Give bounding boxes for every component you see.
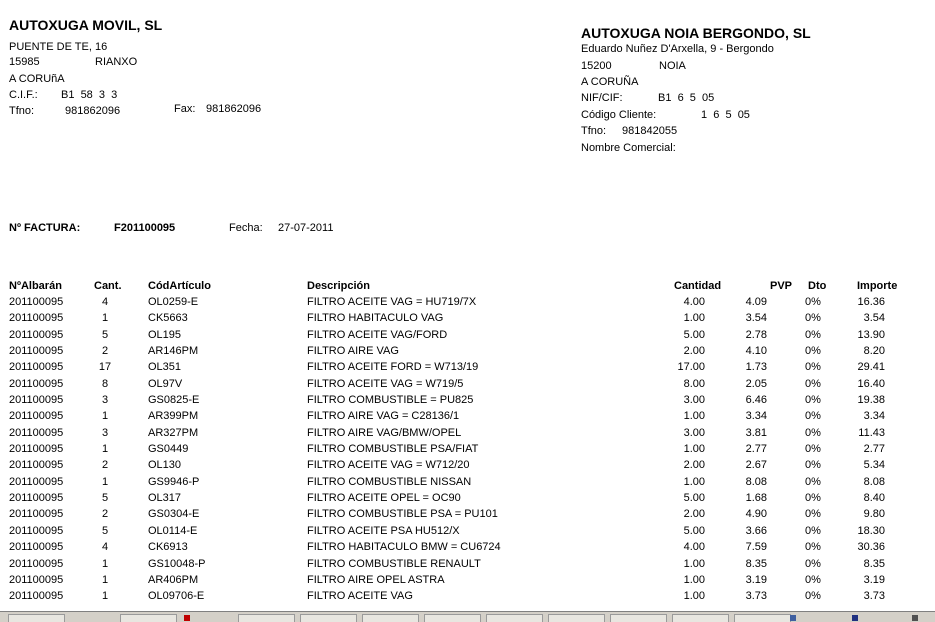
cell-cod: CK6913 [148,541,188,554]
cell-cant: 17 [98,361,112,374]
cell-albaran: 201100095 [9,590,64,603]
cell-pvp: 1.73 [745,361,767,374]
cell-dto: 0% [805,377,821,390]
cell-albaran: 201100095 [9,410,64,423]
cell-cod: OL09706-E [148,590,205,603]
cell-cant: 1 [101,443,109,456]
cell-desc: FILTRO AIRE VAG/BMW/OPEL [307,426,462,439]
cell-albaran: 201100095 [9,573,64,586]
cell-cant: 5 [101,328,109,341]
cell-desc: FILTRO HABITACULO VAG [307,312,444,325]
header-cant: Cant. [94,280,122,292]
cell-cant: 5 [101,492,109,505]
cell-imp: 8.40 [863,492,885,505]
cell-albaran: 201100095 [9,361,64,374]
cell-desc: FILTRO AIRE VAG [307,345,399,358]
header-dto: Dto [808,280,827,292]
cell-qty: 2.00 [683,345,705,358]
cell-cant: 2 [101,345,109,358]
cell-cod: OL195 [148,328,182,341]
cell-desc: FILTRO ACEITE FORD = W713/19 [307,361,479,374]
cell-imp: 3.54 [863,312,885,325]
seller-address: PUENTE DE TE, 16 [9,41,108,53]
cell-cant: 1 [101,557,109,570]
app-icon [184,615,190,621]
cell-albaran: 201100095 [9,508,64,521]
cell-cant: 8 [101,377,109,390]
invoice-number-value: F201100095 [114,222,176,234]
table-row [0,558,935,574]
cell-imp: 13.90 [857,328,885,341]
cell-desc: FILTRO COMBUSTIBLE RENAULT [307,557,481,570]
app-icon [852,615,858,621]
cell-desc: FILTRO COMBUSTIBLE = PU825 [307,394,474,407]
seller-postal-code: 15985 [9,56,40,68]
cell-pvp: 2.67 [745,459,767,472]
cell-pvp: 3.19 [745,573,767,586]
cell-albaran: 201100095 [9,541,64,554]
cell-cant: 5 [101,524,109,537]
cell-albaran: 201100095 [9,524,64,537]
cell-pvp: 4.09 [745,296,767,308]
cell-cant: 1 [101,410,109,423]
table-row [0,361,935,377]
cell-imp: 3.34 [863,410,885,423]
cell-pvp: 4.10 [745,345,767,358]
cell-pvp: 2.05 [745,377,767,390]
cell-cod: OL0114-E [148,524,198,537]
cell-dto: 0% [805,410,821,423]
cell-dto: 0% [805,492,821,505]
header-qty: Cantidad [674,280,722,292]
cell-dto: 0% [805,426,821,439]
cell-imp: 8.20 [863,345,885,358]
cell-dto: 0% [805,296,821,308]
cell-dto: 0% [805,508,821,521]
cell-albaran: 201100095 [9,328,64,341]
cell-qty: 5.00 [683,492,705,505]
cell-dto: 0% [805,557,821,570]
seller-city: RIANXO [95,56,138,68]
cell-qty: 1.00 [683,557,705,570]
cell-desc: FILTRO ACEITE VAG/FORD [307,328,448,341]
cell-albaran: 201100095 [9,345,64,358]
taskbar [0,611,935,622]
cell-cant: 1 [101,573,109,586]
seller-cif-label: C.I.F.: [9,89,38,101]
cell-cod: AR146PM [148,345,199,358]
cell-pvp: 3.54 [745,312,767,325]
table-header [0,280,935,294]
cell-dto: 0% [805,328,821,341]
table-row [0,296,935,312]
cell-qty: 3.00 [683,426,705,439]
cell-dto: 0% [805,443,821,456]
cell-albaran: 201100095 [9,377,64,390]
cell-pvp: 3.73 [745,590,767,603]
cell-cod: AR399PM [148,410,199,423]
cell-desc: FILTRO COMBUSTIBLE PSA/FIAT [307,443,479,456]
cell-cant: 4 [101,296,109,308]
cell-imp: 3.19 [863,573,885,586]
cell-qty: 1.00 [683,443,705,456]
invoice-lines [0,296,935,607]
cell-pvp: 2.78 [745,328,767,341]
cell-imp: 30.36 [857,541,885,554]
app-icon [912,615,918,621]
customer-phone-value: 981842055 [622,125,678,137]
customer-nif-value: B1 6 5 05 [658,92,715,104]
header-pvp: PVP [770,280,793,292]
cell-pvp: 7.59 [745,541,767,554]
cell-dto: 0% [805,524,821,537]
seller-name: AUTOXUGA MOVIL, SL [9,17,163,33]
seller-phone-value: 981862096 [65,105,121,117]
cell-albaran: 201100095 [9,557,64,570]
cell-cod: GS0825-E [148,394,200,407]
cell-pvp: 3.34 [745,410,767,423]
cell-desc: FILTRO ACEITE VAG = HU719/7X [307,296,477,308]
table-row [0,378,935,394]
cell-albaran: 201100095 [9,394,64,407]
cell-dto: 0% [805,573,821,586]
customer-client-code-value: 1 6 5 05 [701,109,750,121]
invoice-date-label: Fecha: [229,222,263,234]
cell-imp: 5.34 [863,459,885,472]
cell-cod: OL0259-E [148,296,199,308]
cell-desc: FILTRO ACEITE VAG = W712/20 [307,459,470,472]
cell-qty: 5.00 [683,328,705,341]
table-row [0,508,935,524]
cell-albaran: 201100095 [9,443,64,456]
cell-imp: 2.77 [863,443,885,456]
invoice-date-value: 27-07-2011 [278,222,334,234]
header-desc: Descripción [307,280,370,292]
header-albaran: NºAlbarán [9,280,62,292]
cell-pvp: 3.81 [745,426,767,439]
cell-qty: 3.00 [683,394,705,407]
cell-imp: 8.35 [863,557,885,570]
cell-pvp: 1.68 [745,492,767,505]
app-icon [790,615,796,621]
seller-fax-label: Fax: [174,103,196,115]
cell-cant: 1 [101,312,109,325]
cell-cant: 4 [101,541,109,554]
cell-pvp: 4.90 [745,508,767,521]
cell-albaran: 201100095 [9,312,64,325]
cell-dto: 0% [805,475,821,488]
customer-trade-name-label: Nombre Comercial: [581,142,676,154]
cell-qty: 2.00 [683,508,705,521]
customer-city: NOIA [659,60,686,72]
cell-dto: 0% [805,394,821,407]
cell-desc: FILTRO AIRE VAG = C28136/1 [307,410,460,423]
table-row [0,459,935,475]
cell-qty: 5.00 [683,524,705,537]
cell-qty: 1.00 [683,590,705,603]
cell-pvp: 8.35 [745,557,767,570]
cell-cod: GS10048-P [148,557,206,570]
cell-pvp: 8.08 [745,475,767,488]
cell-cant: 1 [101,475,109,488]
cell-desc: FILTRO ACEITE VAG = W719/5 [307,377,464,390]
table-row [0,525,935,541]
cell-cod: AR406PM [148,573,199,586]
table-row [0,312,935,328]
cell-cod: GS9946-P [148,475,200,488]
cell-albaran: 201100095 [9,459,64,472]
cell-imp: 3.73 [863,590,885,603]
table-row [0,492,935,508]
cell-pvp: 2.77 [745,443,767,456]
table-row [0,541,935,557]
cell-dto: 0% [805,312,821,325]
customer-postal-code: 15200 [581,60,612,72]
header-imp: Importe [857,280,898,292]
cell-imp: 16.40 [857,377,885,390]
cell-desc: FILTRO COMBUSTIBLE NISSAN [307,475,472,488]
customer-address: Eduardo Nuñez D'Arxella, 9 - Bergondo [581,43,774,55]
cell-imp: 9.80 [863,508,885,521]
cell-cant: 3 [101,394,109,407]
cell-cod: GS0304-E [148,508,200,521]
cell-cant: 1 [101,590,109,603]
cell-cant: 2 [101,459,109,472]
cell-qty: 1.00 [683,312,705,325]
invoice-number-label: Nº FACTURA: [9,222,81,234]
customer-client-code-label: Código Cliente: [581,109,657,121]
customer-nif-label: NIF/CIF: [581,92,623,104]
table-row [0,427,935,443]
table-row [0,410,935,426]
table-row [0,394,935,410]
cell-dto: 0% [805,345,821,358]
cell-qty: 4.00 [683,296,705,308]
cell-cod: OL317 [148,492,182,505]
cell-albaran: 201100095 [9,296,64,308]
seller-province: A CORUñA [9,73,65,85]
cell-qty: 1.00 [683,475,705,488]
table-row [0,329,935,345]
cell-qty: 8.00 [683,377,705,390]
cell-dto: 0% [805,361,821,374]
customer-name: AUTOXUGA NOIA BERGONDO, SL [581,25,811,41]
cell-imp: 8.08 [863,475,885,488]
seller-cif-value: B1 58 3 3 [61,89,118,101]
cell-albaran: 201100095 [9,426,64,439]
table-row [0,590,935,606]
cell-desc: FILTRO ACEITE PSA HU512/X [307,524,460,537]
cell-cant: 3 [101,426,109,439]
cell-desc: FILTRO ACEITE VAG [307,590,413,603]
cell-imp: 11.43 [858,426,885,439]
cell-imp: 18.30 [857,524,885,537]
customer-phone-label: Tfno: [581,125,607,137]
cell-dto: 0% [805,459,821,472]
cell-cod: AR327PM [148,426,199,439]
cell-qty: 4.00 [683,541,705,554]
cell-cod: GS0449 [148,443,189,456]
cell-pvp: 3.66 [745,524,767,537]
header-cod: CódArtículo [148,280,211,292]
cell-desc: FILTRO ACEITE OPEL = OC90 [307,492,461,505]
cell-dto: 0% [805,590,821,603]
cell-pvp: 6.46 [745,394,767,407]
cell-qty: 1.00 [683,410,705,423]
cell-cod: OL130 [148,459,182,472]
cell-cod: OL97V [148,377,183,390]
table-row [0,476,935,492]
cell-qty: 17.00 [677,361,705,374]
cell-desc: FILTRO COMBUSTIBLE PSA = PU101 [307,508,498,521]
cell-desc: FILTRO AIRE OPEL ASTRA [307,573,445,586]
cell-dto: 0% [805,541,821,554]
cell-imp: 19.38 [857,394,885,407]
seller-phone-label: Tfno: [9,105,35,117]
seller-fax-value: 981862096 [206,103,262,115]
table-row [0,574,935,590]
cell-imp: 29.41 [857,361,885,374]
cell-albaran: 201100095 [9,492,64,505]
table-row [0,345,935,361]
customer-province: A CORUÑA [581,76,639,88]
cell-desc: FILTRO HABITACULO BMW = CU6724 [307,541,501,554]
table-row [0,443,935,459]
cell-cant: 2 [101,508,109,521]
cell-qty: 2.00 [683,459,705,472]
cell-cod: OL351 [148,361,182,374]
cell-cod: CK5663 [148,312,188,325]
cell-imp: 16.36 [857,296,885,308]
cell-qty: 1.00 [683,573,705,586]
cell-albaran: 201100095 [9,475,64,488]
